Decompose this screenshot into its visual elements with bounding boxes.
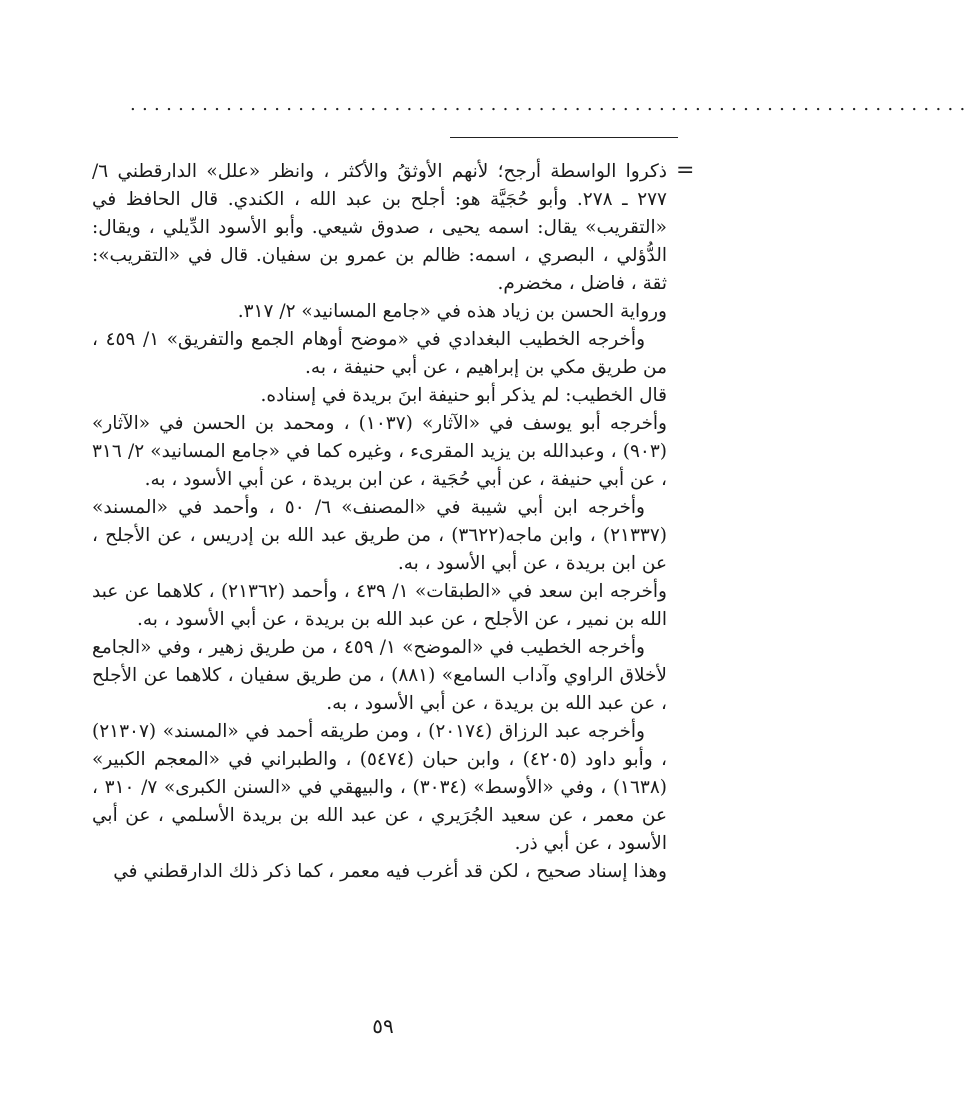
paragraph: وأخرجه الخطيب البغدادي في «موضح أوهام الجمع والتفريق» ١/ ٤٥٩ ، من طريق مكي بن إبراهيم ، عن أبي حنيفة ، به. [92,329,667,378]
continuation-mark: = [676,158,695,183]
paragraph: وأخرجه عبد الرزاق (٢٠١٧٤) ، ومن طريقه أحمد في «المسند» (٢١٣٠٧) ، وأبو داود (٤٢٠٥) ، وابن حبان (٥٤٧٤) ، والطبراني في «المعجم الكبير» (١٦٣٨) ، وفي «الأوسط» (٣٠٣٤) ، والبيهقي في «السنن الكبرى» ٧/ ٣١٠ ، عن معمر ، عن سعيد الجُرَيري ، عن عبد الله بن بريدة الأسلمي ، عن أبي الأسود ، عن أبي ذر. [92,721,668,854]
paragraph: وأخرجه أبو يوسف في «الآثار» (١٠٣٧) ، ومحمد بن الحسن في «الآثار» (٩٠٣) ، وعبدالله بن يزيد المقرىء ، وغيره كما في «جامع المسانيد» ٢/ ٣١٦ ، عن أبي حنيفة ، عن أبي حُجَية ، عن ابن بريدة ، عن أبي الأسود ، به. [92,413,667,490]
paragraph: وأخرجه الخطيب في «الموضح» ١/ ٤٥٩ ، من طريق زهير ، وفي «الجامع لأخلاق الراوي وآداب السامع» (٨٨١) ، من طريق سفيان ، كلاهما عن الأجلح ، عن عبد الله بن بريدة ، عن أبي الأسود ، به. [92,637,667,714]
paragraph: ورواية الحسن بن زياد هذه في «جامع المسانيد» ٢/ ٣١٧. [237,301,667,322]
footnote-text [92,158,667,886]
paragraph: وأخرجه ابن أبي شيبة في «المصنف» ٦/ ٥٠ ، وأحمد في «المسند» (٢١٣٣٧) ، وابن ماجه(٣٦٢٢) ، من طريق عبد الله بن إدريس ، عن الأجلح ، عن ابن بريدة ، عن أبي الأسود ، به. [92,497,667,574]
paragraph: وهذا إسناد صحيح ، لكن قد أغرب فيه معمر ، كما ذكر ذلك الدارقطني في [113,861,667,882]
paragraph: ذكروا الواسطة أرجح؛ لأنهم الأوثقُ والأكثر ، وانظر «علل» الدارقطني ٦/ ٢٧٧ ـ ٢٧٨. وأبو حُجَيَّة هو: أجلح بن عبد الله ، الكندي. قال الحافظ في «التقريب» يقال: اسمه يحيى ، صدوق شيعي. وأبو الأسود الدِّيلي ، ويقال: الدُّؤلي ، البصري ، اسمه: ظالم بن عمرو بن سفيان. قال في «التقريب»: ثقة ، فاضل ، مخضرم. [92,161,667,294]
dotted-separator: ...................................................................... [130,94,972,115]
footnote-rule [450,137,678,138]
paragraph: وأخرجه ابن سعد في «الطبقات» ١/ ٤٣٩ ، وأحمد (٢١٣٦٢) ، كلاهما عن عبد الله بن نمير ، عن الأجلح ، عن عبد الله بن بريدة ، عن أبي الأسود ، به. [92,581,667,630]
page-number: ٥٩ [372,1014,394,1038]
paragraph: قال الخطيب: لم يذكر أبو حنيفة ابنَ بريدة في إسناده. [260,385,667,406]
